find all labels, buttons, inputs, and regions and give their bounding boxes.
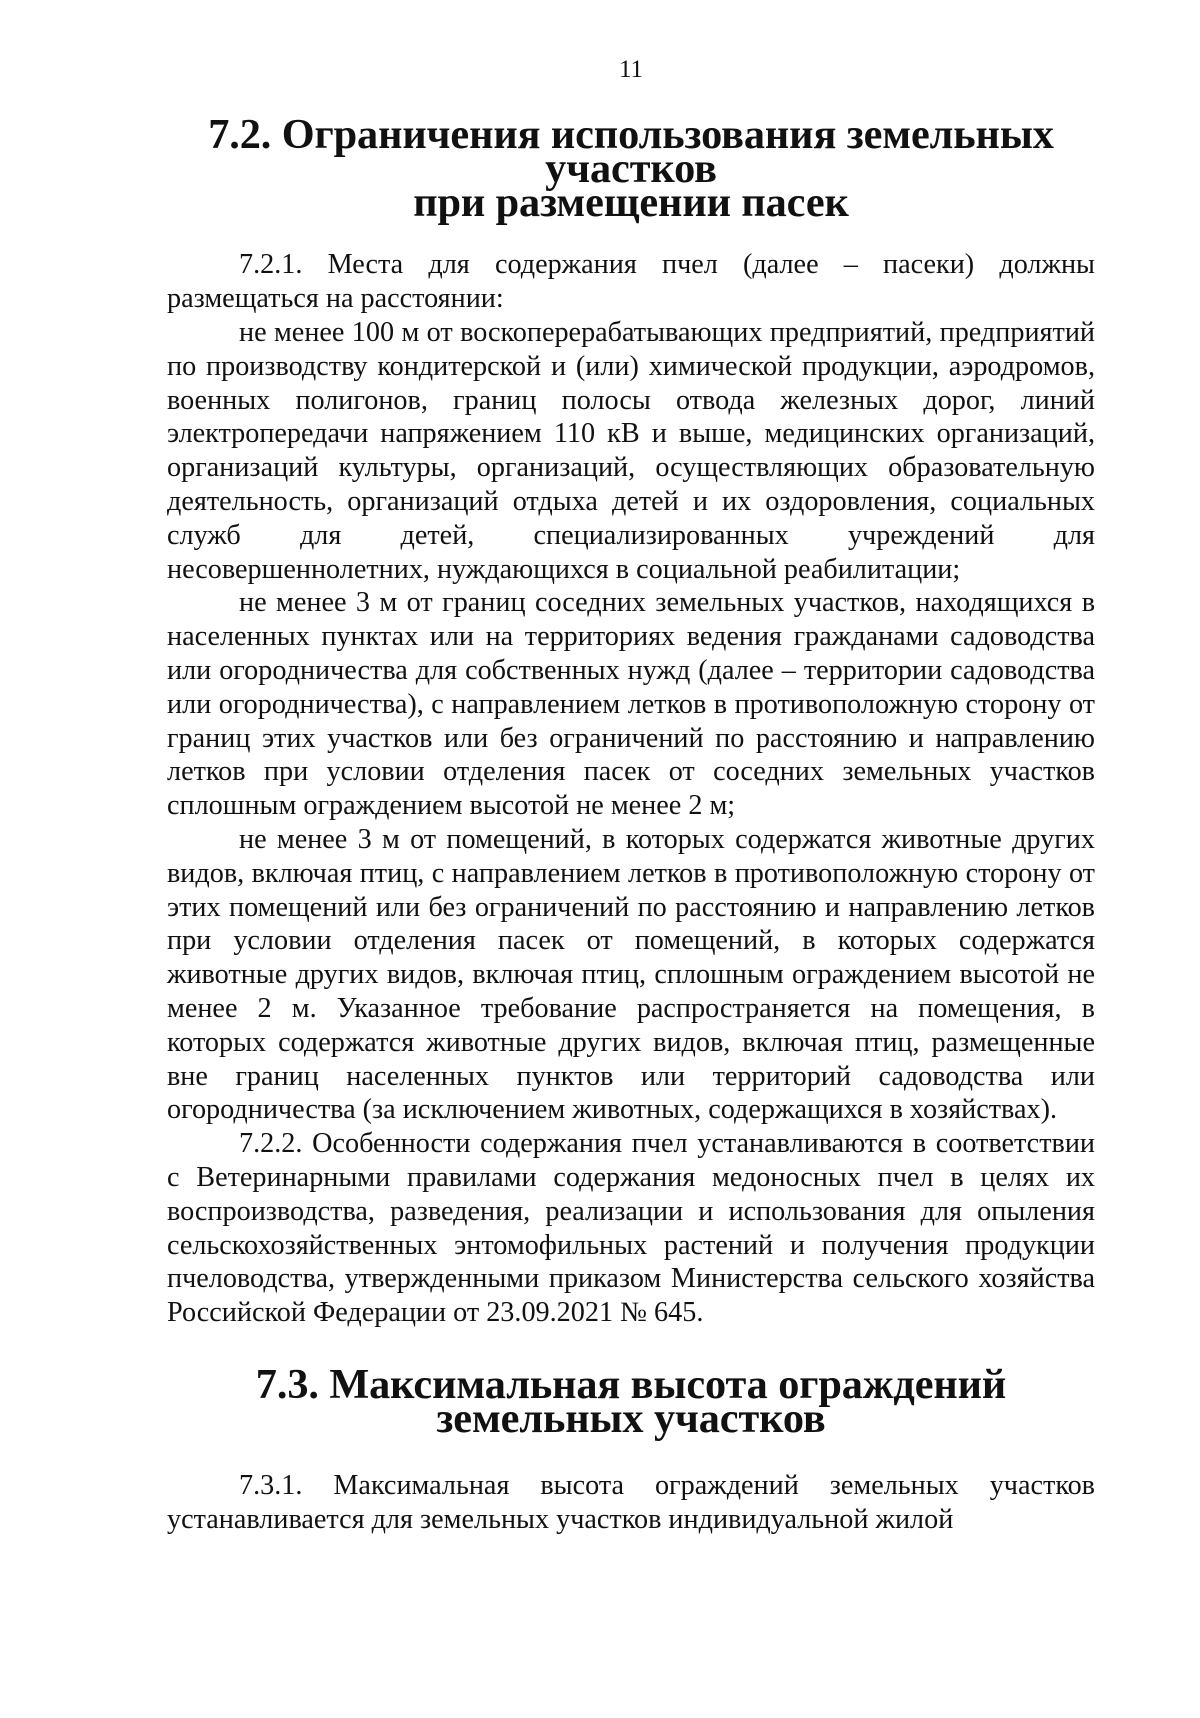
paragraph-distance-100m: не менее 100 м от воскоперерабатывающих предприятий, предприятий по производству кондитерской и (или) химической продукции, аэродромов, военных полигонов, границ полосы отвода железных дорог, линий электропередачи напряжением 110 кВ и выше, медицинских организаций, организаций культуры, организаций, осуществляющих образовательную деятельность, организаций отдыха детей и их оздоровления, социальных служб для детей, специализированных учреждений для несовершеннолетних, нуждающихся в социальной реабилитации;: [167, 316, 1095, 585]
paragraph-7-2-2: 7.2.2. Особенности содержания пчел устанавливаются в соответствии с Ветеринарными правилами содержания медоносных пчел в целях их воспроизводства, разведения, реализации и использования для опыления сельскохозяйственных энтомофильных растений и получения продукции пчеловодства, утвержденными приказом Министерства сельского хозяйства Российской Федерации от 23.09.2021 № 645.: [167, 1128, 1095, 1329]
section-7-2-heading-line2: при размещении пасек: [413, 178, 849, 226]
paragraph-distance-3m-neighbors: не менее 3 м от границ соседних земельных участков, находящихся в населенных пунктах или на территориях ведения гражданами садоводства или огородничества для собственных нужд (далее – территории садоводства или огородничества), с направлением летков в противоположную сторону от границ этих участков или без ограничений по расстоянию и направлению летков при условии отделения пасек от соседних земельных участков сплошным ограждением высотой не менее 2 м;: [167, 587, 1095, 822]
section-7-3-heading: 7.3. Максимальная высота ограждений земельных участков: [255, 1360, 1007, 1442]
section-7-2-heading: [167, 111, 1095, 226]
paragraph-7-2-1: 7.2.1. Места для содержания пчел (далее – пасеки) должны размещаться на расстоянии:: [167, 249, 1095, 315]
page-number: 11: [618, 56, 644, 83]
paragraph-distance-3m-animals: не менее 3 м от помещений, в которых содержатся животные других видов, включая птиц, с направлением летков в противоположную сторону от этих помещений или без ограничений по расстоянию и направлению летков при условии отделения пасек от помещений, в которых содержатся животные других видов, включая птиц, сплошным ограждением высотой не менее 2 м. Указанное требование распространяется на помещения, в которых содержатся животные других видов, включая птиц, размещенные вне границ населенных пунктов или территорий садоводства или огородничества (за исключением животных, содержащихся в хозяйствах).: [167, 823, 1095, 1126]
paragraph-7-3-1: 7.3.1. Максимальная высота ограждений земельных участков устанавливается для земельных участков индивидуальной жилой: [167, 1470, 1095, 1536]
section-7-2-heading-line1: 7.2. Ограничения использования земельных участков: [208, 111, 1054, 192]
page-content: [167, 111, 1095, 1537]
